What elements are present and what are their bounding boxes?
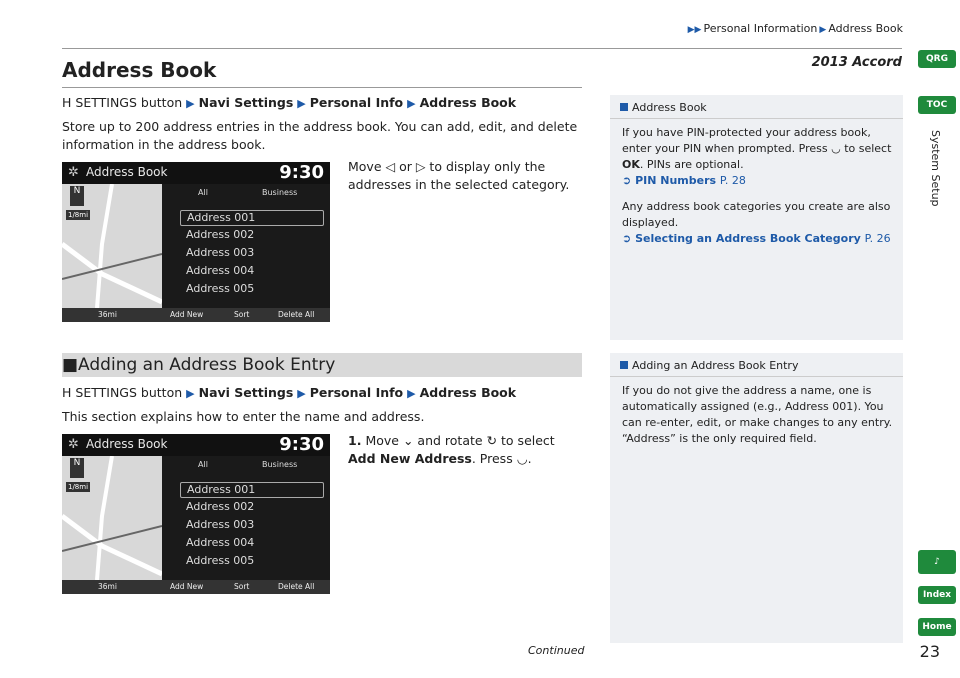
compass-icon: N [70,186,84,206]
step-1: 1. Move ⌄ and rotate ↻ to select Add New Address. Press ◡. [348,433,555,466]
list-item[interactable]: Address 005 [186,282,255,295]
list-item[interactable]: Address 001 [180,482,324,498]
list-item[interactable]: Address 005 [186,554,255,567]
category-all[interactable]: All [198,188,208,197]
delete-all-button[interactable]: Delete All [278,310,315,319]
arrow-icon: ▶ [819,25,827,35]
menu-path: H SETTINGS button ▶ Navi Settings ▶ Personal Info ▶ Address Book [62,385,517,400]
toc-tab[interactable]: TOC [918,96,956,114]
qrg-tab[interactable]: QRG [918,50,956,68]
page-number: 23 [919,642,940,661]
section-intro: This section explains how to enter the name and address. [62,409,425,424]
compass-icon: N [70,458,84,478]
joystick-icon: ⌄ [402,433,414,448]
screen-title: Address Book [86,165,168,179]
list-item[interactable]: Address 004 [186,264,255,277]
sort-button[interactable]: Sort [234,582,250,591]
arrow-icon: ▶▶ [687,25,702,35]
rotate-icon: ↻ [486,433,498,448]
clock: 9:30 [279,162,324,183]
gear-icon: ✲ [68,165,79,180]
press-icon: ◡ [831,142,841,155]
link-selecting-category[interactable]: ➲ Selecting an Address Book Category P. 26 [622,232,891,245]
section-header: ■Adding an Address Book Entry [62,353,582,377]
list-item[interactable]: Address 002 [186,500,255,513]
index-tab[interactable]: Index [918,586,956,604]
intro-text: Store up to 200 address entries in the address book. You can add, edit, and delete information in the address book. [62,119,578,152]
divider [62,87,582,88]
gear-icon: ✲ [68,437,79,452]
scale-label: 36mi [98,310,117,319]
menu-path: H SETTINGS button ▶ Navi Settings ▶ Personal Info ▶ Address Book [62,95,517,110]
map[interactable]: N 1/8mi [62,456,162,580]
note-panel: Address Book If you have PIN-protected your address book, enter your PIN when prompted. Press ◡ to select OK. PINs are optional. ➲ PIN Numbers P. 28 Any address book categories you create are also displayed. ➲ Selecting an Address Book Category P. 26 [610,95,903,340]
nav-screen-2: ✲ Address Book 9:30 N 1/8mi All Business Address 001 Address 002 Address 003 Address 004 Address 005 36mi Add New Sort Delete All [62,434,330,594]
list-item[interactable]: Address 004 [186,536,255,549]
press-icon: ◡ [516,451,528,466]
divider [62,48,902,49]
home-tab[interactable]: Home [918,618,956,636]
address-list-panel: All Business Address 001 Address 002 Address 003 Address 004 Address 005 [162,456,330,580]
home-icon: H [62,385,72,400]
link-icon: ➲ [622,174,632,187]
add-new-button[interactable]: Add New [170,582,204,591]
note-panel: Adding an Address Book Entry If you do not give the address a name, one is automatically assigned (e.g., Address 001). You can re-enter, edit, or make changes to any entry. “Address” is the only required field. [610,353,903,643]
category-business[interactable]: Business [262,188,298,197]
delete-all-button[interactable]: Delete All [278,582,315,591]
note-title: Address Book [632,101,707,114]
nav-screen-1 [62,162,330,322]
link-pin-numbers[interactable]: ➲ PIN Numbers P. 28 [622,174,746,187]
breadcrumb-item[interactable]: Address Book [828,22,903,35]
section-label: System Setup [929,130,942,207]
address-list-panel [162,184,330,308]
scale-label: 1/8mi [68,211,89,219]
map[interactable] [62,184,162,308]
model-name: 2013 Accord [811,55,902,70]
list-item[interactable]: Address 001 [180,210,324,226]
list-item[interactable]: Address 002 [186,228,255,241]
list-item[interactable]: Address 003 [186,246,255,259]
add-new-button[interactable]: Add New [170,310,204,319]
home-icon: H [62,95,72,110]
voice-icon[interactable]: ♪ [918,550,956,574]
sort-button[interactable]: Sort [234,310,250,319]
breadcrumb [686,22,903,35]
move-text: Move ◁ or ▷ to display only the addresses in the selected category. [348,159,570,192]
link-icon: ➲ [622,232,632,245]
page-title: Address Book [62,58,217,82]
list-item[interactable]: Address 003 [186,518,255,531]
continued-label: Continued [528,644,585,657]
breadcrumb-item[interactable]: Personal Information [703,22,818,35]
